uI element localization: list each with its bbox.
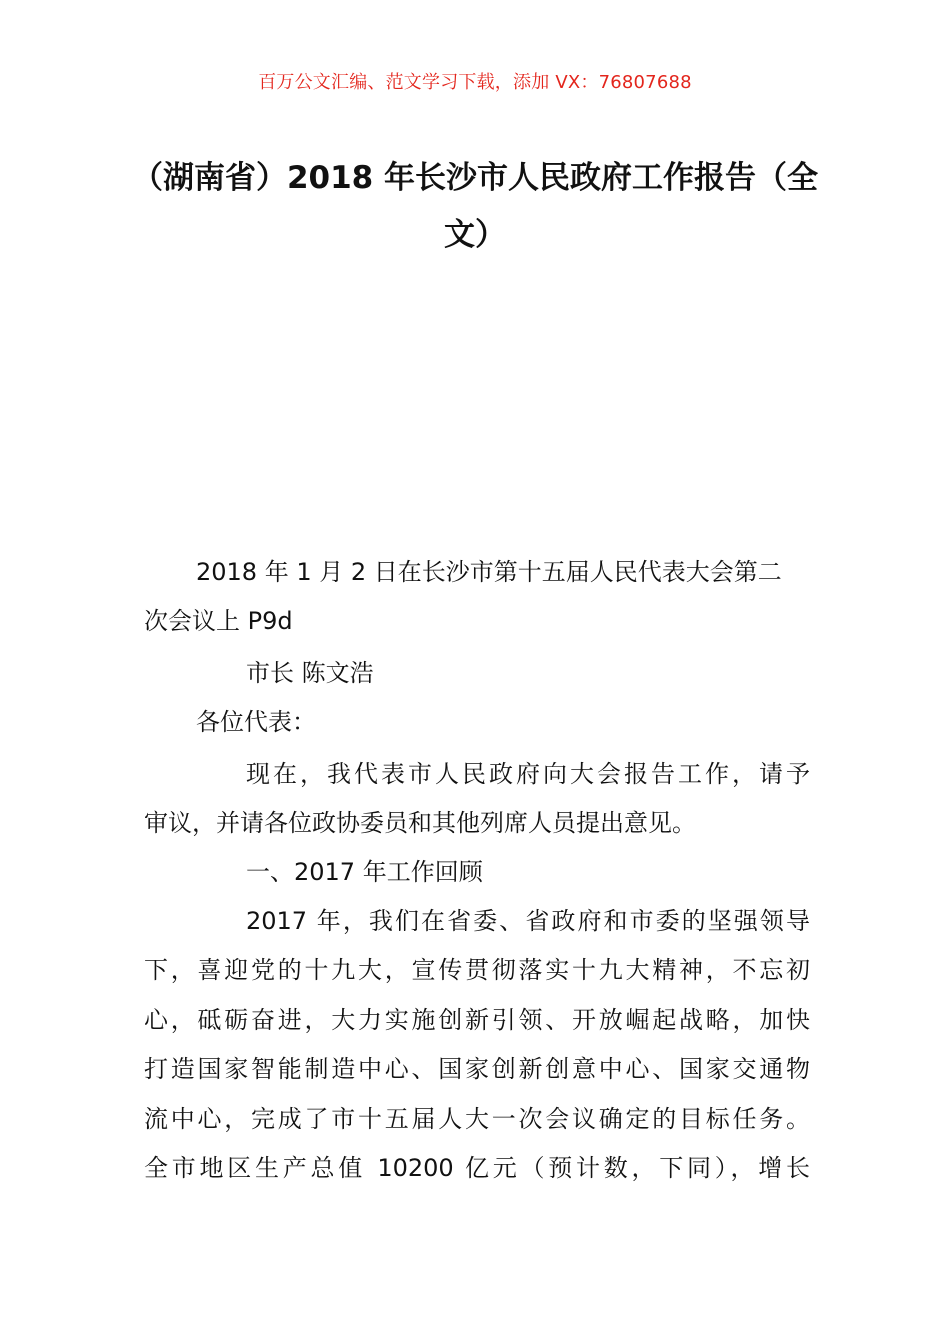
salutation: 各位代表： — [196, 708, 316, 736]
dateline-line-2: 次会议上 P9d — [144, 607, 293, 635]
paragraph-line: 心，砥砺奋进，大力实施创新引领、开放崛起战略，加快 — [144, 1006, 810, 1034]
document-title: （湖南省）2018 年长沙市人民政府工作报告（全文） — [131, 160, 819, 253]
download-notice: 百万公文汇编、范文学习下载，添加 VX：76807688 — [258, 72, 692, 93]
paragraph-line: 下，喜迎党的十九大，宣传贯彻落实十九大精神，不忘初 — [144, 956, 810, 984]
paragraph-line: 2017 年，我们在省委、省政府和市委的坚强领导 — [246, 907, 810, 935]
paragraph-line: 打造国家智能制造中心、国家创新创意中心、国家交通物 — [144, 1055, 810, 1083]
section-heading: 一、2017 年工作回顾 — [246, 858, 483, 886]
intro-line-1: 现在，我代表市人民政府向大会报告工作，请予 — [246, 760, 810, 788]
speaker-line: 市长 陈文浩 — [246, 659, 374, 687]
paragraph-line: 流中心，完成了市十五届人大一次会议确定的目标任务。 — [144, 1105, 810, 1133]
paragraph-line: 全市地区生产总值 10200 亿元（预计数，下同），增长 — [144, 1154, 810, 1182]
dateline-line-1: 2018 年 1 月 2 日在长沙市第十五届人民代表大会第二 — [196, 558, 782, 586]
intro-line-2: 审议，并请各位政协委员和其他列席人员提出意见。 — [144, 809, 696, 837]
